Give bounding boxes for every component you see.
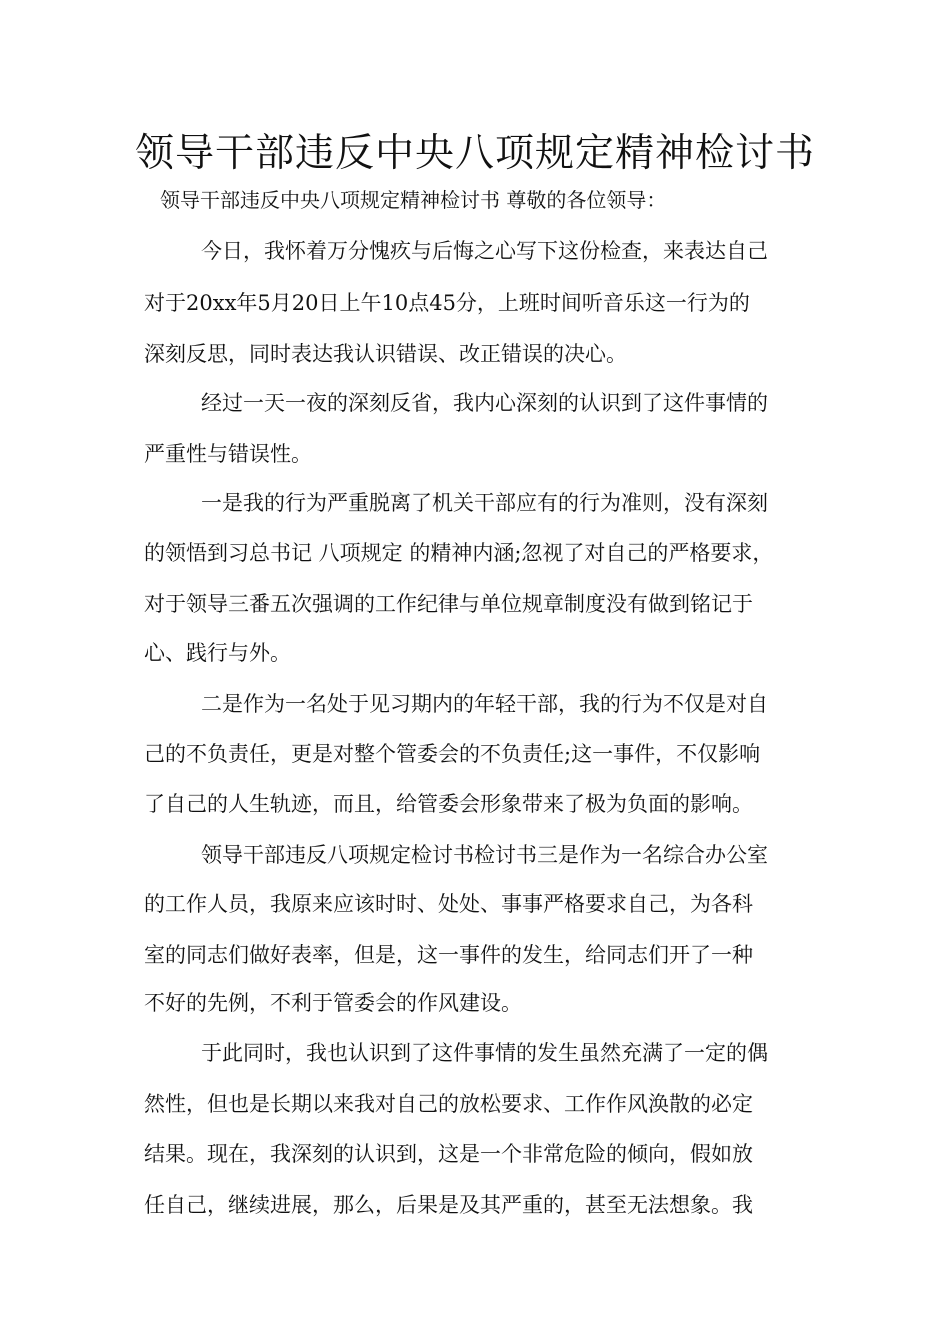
paragraph-3-line-1: 一是我的行为严重脱离了机关干部应有的行为准则，没有深刻	[201, 491, 768, 515]
paragraph-4-line-3: 了自己的人生轨迹，而且，给管委会形象带来了极为负面的影响。	[144, 792, 753, 816]
paragraph-6-line-1: 于此同时，我也认识到了这件事情的发生虽然充满了一定的偶	[201, 1041, 768, 1065]
paragraph-4-line-1: 二是作为一名处于见习期内的年轻干部，我的行为不仅是对自	[201, 692, 768, 716]
paragraph-3-line-2: 的领悟到习总书记 八项规定 的精神内涵;忽视了对自己的严格要求，	[144, 541, 774, 565]
paragraph-5-line-1: 领导干部违反八项规定检讨书检讨书三是作为一名综合办公室	[201, 843, 768, 867]
paragraph-6-line-4: 任自己，继续进展，那么，后果是及其严重的，甚至无法想象。我	[144, 1193, 753, 1217]
paragraph-2-line-1: 经过一天一夜的深刻反省，我内心深刻的认识到了这件事情的	[201, 391, 768, 415]
paragraph-5-line-2: 的工作人员，我原来应该时时、处处、事事严格要求自己，为各科	[144, 892, 753, 916]
paragraph-1-line-1: 今日，我怀着万分愧疚与后悔之心写下这份检查，来表达自己	[201, 239, 768, 263]
paragraph-4-line-2: 己的不负责任，更是对整个管委会的不负责任;这一事件，不仅影响	[144, 742, 761, 766]
salutation-line: 领导干部违反中央八项规定精神检讨书 尊敬的各位领导：	[160, 188, 667, 212]
paragraph-1-line-2: 对于20xx年5月20日上午10点45分，上班时间听音乐这一行为的	[144, 291, 750, 315]
paragraph-6-line-2: 然性，但也是长期以来我对自己的放松要求、工作作风涣散的必定	[144, 1092, 753, 1116]
paragraph-3-line-4: 心、践行与外。	[144, 641, 291, 665]
document-title: 领导干部违反中央八项规定精神检讨书	[134, 131, 815, 176]
paragraph-5-line-3: 室的同志们做好表率，但是，这一事件的发生，给同志们开了一种	[144, 943, 753, 967]
paragraph-6-line-3: 结果。现在，我深刻的认识到，这是一个非常危险的倾向，假如放	[144, 1142, 753, 1166]
paragraph-2-line-2: 严重性与错误性。	[144, 442, 312, 466]
paragraph-1-line-3: 深刻反思，同时表达我认识错误、改正错误的决心。	[144, 342, 627, 366]
paragraph-3-line-3: 对于领导三番五次强调的工作纪律与单位规章制度没有做到铭记于	[144, 592, 753, 616]
paragraph-5-line-4: 不好的先例，不利于管委会的作风建设。	[144, 991, 522, 1015]
